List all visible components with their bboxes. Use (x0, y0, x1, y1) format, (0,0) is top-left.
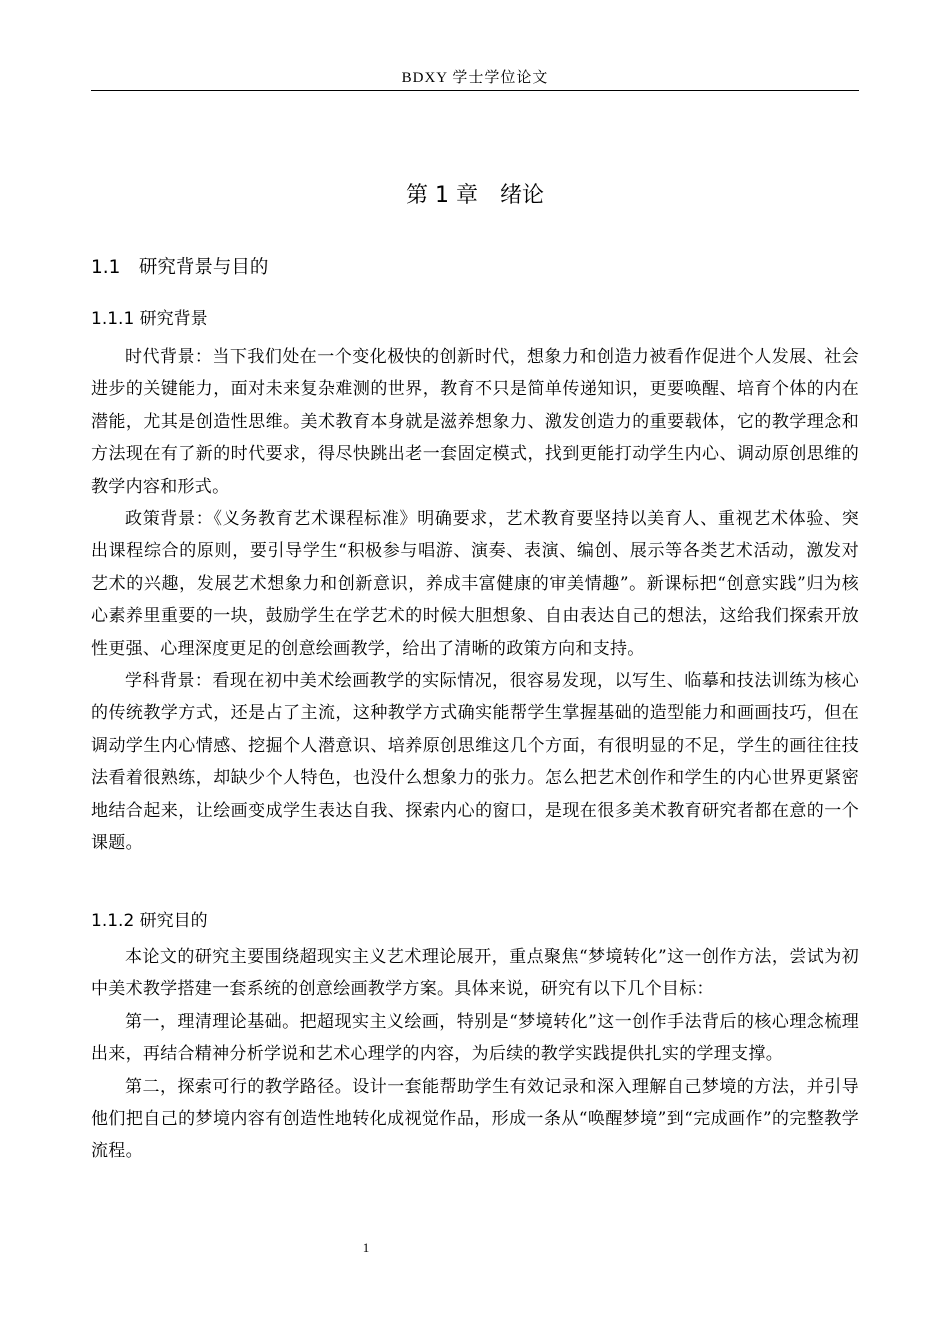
paragraph-goal-one: 第一，理清理论基础。把超现实主义绘画，特别是“梦境转化”这一创作手法背后的核心理念梳理出来，再结合精神分析学说和艺术心理学的内容，为后续的教学实践提供扎实的学理支撑。 (91, 1011, 859, 1065)
paragraph-subject-background: 学科背景：看现在初中美术绘画教学的实际情况，很容易发现，以写生、临摹和技法训练为核心的传统教学方式，还是占了主流，这种教学方式确实能帮学生掌握基础的造型能力和画画技巧，但在调动学生内心情感、挖掘个人潜意识、培养原创思维这几个方面，有很明显的不足，学生的画往往技法看着很熟练，却缺少个人特色，也没什么想象力的张力。怎么把艺术创作和学生的内心世界更紧密地结合起来，让绘画变成学生表达自我、探索内心的窗口，是现在很多美术教育研究者都在意的一个课题。 (91, 671, 859, 854)
paragraph-research-intro: 本论文的研究主要围绕超现实主义艺术理论展开，重点聚焦“梦境转化”这一创作方法，尝试为初中美术教学搭建一套系统的创意绘画教学方案。具体来说，研究有以下几个目标： (91, 947, 859, 1000)
section-heading-1-1: 1.1 研究背景与目的 (91, 257, 269, 278)
header-rule (91, 90, 859, 91)
running-header: BDXY 学士学位论文 (401, 70, 549, 86)
document-page (91, 0, 859, 1344)
paragraph-policy-background: 政策背景：《义务教育艺术课程标准》明确要求，艺术教育要坚持以美育人、重视艺术体验、突出课程综合的原则，要引导学生“积极参与唱游、演奏、表演、编创、展示等各类艺术活动，激发对艺术的兴趣，发展艺术想象力和创新意识，养成丰富健康的审美情趣”。新课标把“创意实践”归为核心素养里重要的一块，鼓励学生在学艺术的时候大胆想象、自由表达自己的想法，这给我们探索开放性更强、心理深度更足的创意绘画教学，给出了清晰的政策方向和支持。 (91, 509, 859, 659)
paragraph-goal-two: 第二，探索可行的教学路径。设计一套能帮助学生有效记录和深入理解自己梦境的方法，并引导他们把自己的梦境内容有创造性地转化成视觉作品，形成一条从“唤醒梦境”到“完成画作”的完整教学流程。 (91, 1076, 859, 1162)
chapter-title: 第 1 章 绪论 (406, 183, 544, 208)
subsection-heading-1-1-2: 1.1.2 研究目的 (91, 911, 208, 931)
subsection-heading-1-1-1: 1.1.1 研究背景 (91, 309, 208, 329)
paragraph-era-background: 时代背景：当下我们处在一个变化极快的创新时代，想象力和创造力被看作促进个人发展、社会进步的关键能力，面对未来复杂难测的世界，教育不只是简单传递知识，更要唤醒、培育个体的内在潜能，尤其是创造性思维。美术教育本身就是滋养想象力、激发创造力的重要载体，它的教学理念和方法现在有了新的时代要求，得尽快跳出老一套固定模式，找到更能打动学生内心、调动原创思维的教学内容和形式。 (91, 347, 859, 497)
page-number: 1 (362, 1240, 370, 1255)
subsection-body-1-1-2 (91, 941, 859, 1168)
subsection-body-1-1-1 (91, 341, 859, 860)
